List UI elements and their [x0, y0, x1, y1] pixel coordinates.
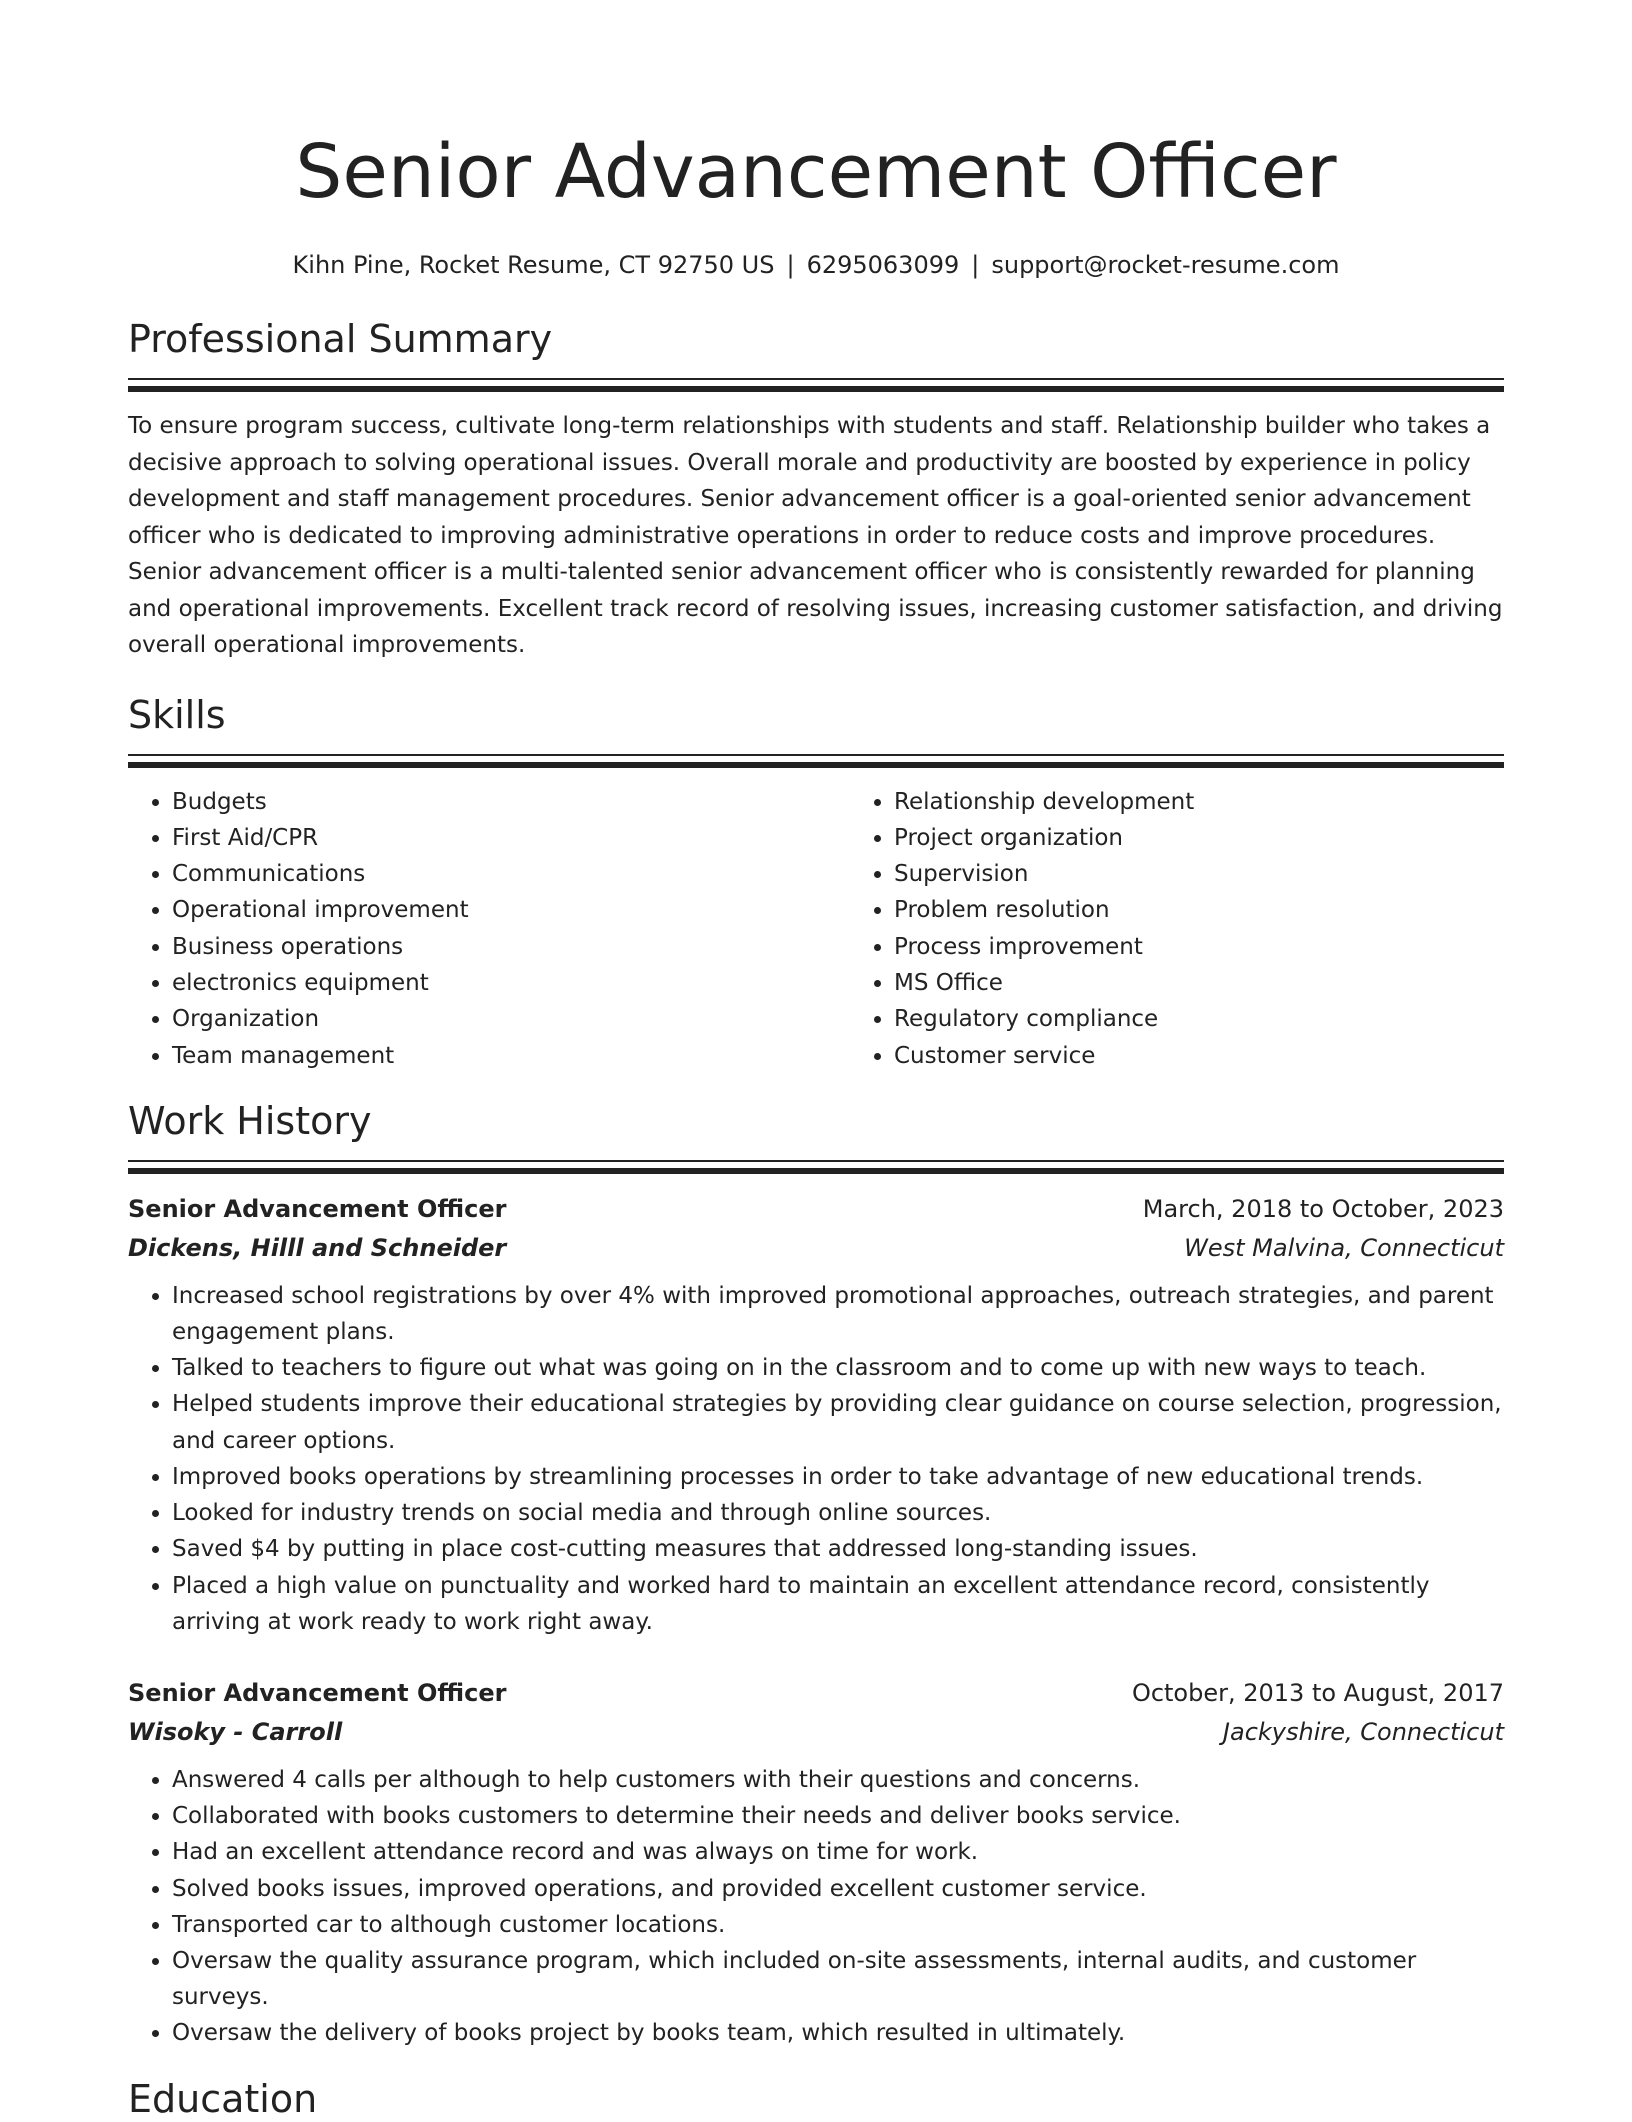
skill-item: • Communications	[172, 856, 850, 892]
skills-column-left	[128, 784, 850, 1074]
section-divider-thick	[128, 762, 1504, 768]
section-divider-thick	[128, 1168, 1504, 1174]
skills-heading: Skills	[128, 692, 226, 737]
job-entry	[128, 1674, 1504, 2052]
resume-page	[128, 0, 1504, 2122]
job-header-row	[128, 1190, 1504, 1228]
job-location: Jackyshire, Connecticut	[1222, 1717, 1504, 1746]
job-bullet: • Improved books operations by streamlining processes in order to take advantage of new educational trends.	[172, 1459, 1504, 1495]
contact-email: support@rocket-resume.com	[991, 251, 1340, 279]
job-bullets	[128, 1278, 1504, 1640]
contact-address: Kihn Pine, Rocket Resume, CT 92750 US	[292, 251, 775, 279]
job-bullets	[128, 1762, 1504, 2052]
skill-item: • Team management	[172, 1038, 850, 1074]
skill-item: • electronics equipment	[172, 965, 850, 1001]
job-entry	[128, 1190, 1504, 1640]
summary-heading: Professional Summary	[128, 317, 553, 361]
skills-grid	[128, 784, 1504, 1074]
skill-item: • MS Office	[894, 965, 1504, 1001]
skill-item: • Customer service	[894, 1038, 1504, 1074]
skill-item: • Organization	[172, 1001, 850, 1037]
job-bullet: • Looked for industry trends on social media and through online sources.	[172, 1495, 1504, 1531]
job-company-row	[128, 1712, 1504, 1752]
skills-section	[128, 692, 1504, 1074]
education-section	[128, 2076, 1504, 2122]
summary-text: To ensure program success, cultivate long-term relationships with students and staff. Relationship builder who takes a decisive approach to solving operational issues. Overall morale and productivity are boosted by experience in policy development and staff management procedures. Senior advancement officer is a goal-oriented senior advancement officer who is dedicated to improving administrative operations in order to reduce costs and improve procedures. Senior advancement officer is a multi-talented senior advancement officer who is consistently rewarded for planning and operational improvements. Excellent track record of resolving issues, increasing customer satisfaction, and driving overall operational improvements.	[128, 413, 1503, 658]
contact-separator: |	[786, 251, 795, 279]
job-title: Senior Advancement Officer	[128, 1194, 507, 1223]
job-dates: October, 2013 to August, 2017	[1131, 1678, 1504, 1707]
job-company-row	[128, 1228, 1504, 1268]
job-bullet: • Answered 4 calls per although to help customers with their questions and concerns.	[172, 1762, 1504, 1798]
job-dates: March, 2018 to October, 2023	[1142, 1194, 1504, 1223]
job-bullet: • Placed a high value on punctuality and worked hard to maintain an excellent attendance record, consistently arriving at work ready to work right away.	[172, 1568, 1504, 1640]
education-heading: Education	[128, 2076, 318, 2121]
section-divider-thick	[128, 386, 1504, 392]
skill-item: • Regulatory compliance	[894, 1001, 1504, 1037]
job-bullet: • Saved $4 by putting in place cost-cutting measures that addressed long-standing issues.	[172, 1531, 1504, 1567]
job-bullet: • Helped students improve their educational strategies by providing clear guidance on course selection, progression, and career options.	[172, 1386, 1504, 1458]
skill-item: • Relationship development	[894, 784, 1504, 820]
section-divider	[128, 1160, 1504, 1162]
skill-item: • Operational improvement	[172, 892, 850, 928]
skill-item: • Budgets	[172, 784, 850, 820]
skill-item: • Process improvement	[894, 929, 1504, 965]
job-bullet: • Solved books issues, improved operations, and provided excellent customer service.	[172, 1871, 1504, 1907]
job-location: West Malvina, Connecticut	[1184, 1233, 1504, 1262]
job-bullet: • Had an excellent attendance record and was always on time for work.	[172, 1834, 1504, 1870]
job-company: Wisoky - Carroll	[128, 1717, 343, 1746]
job-bullet: • Collaborated with books customers to determine their needs and deliver books service.	[172, 1798, 1504, 1834]
job-title: Senior Advancement Officer	[128, 1678, 507, 1707]
resume-title: Senior Advancement Officer	[295, 129, 1337, 215]
skill-item: • Project organization	[894, 820, 1504, 856]
summary-section	[128, 316, 1504, 664]
work-heading: Work History	[128, 1098, 372, 1143]
section-divider	[128, 754, 1504, 756]
contact-line	[128, 248, 1504, 282]
skill-item: • First Aid/CPR	[172, 820, 850, 856]
job-bullet: • Oversaw the quality assurance program, which included on-site assessments, internal audits, and customer surveys.	[172, 1943, 1504, 2015]
skill-item: • Problem resolution	[894, 892, 1504, 928]
work-section	[128, 1098, 1504, 2052]
skills-column-right	[850, 784, 1504, 1074]
contact-phone: 6295063099	[806, 251, 960, 279]
job-bullet: • Increased school registrations by over 4% with improved promotional approaches, outreach strategies, and parent engagement plans.	[172, 1278, 1504, 1350]
job-company: Dickens, Hilll and Schneider	[128, 1233, 507, 1262]
skill-item: • Supervision	[894, 856, 1504, 892]
job-bullet: • Oversaw the delivery of books project by books team, which resulted in ultimately.	[172, 2015, 1504, 2051]
job-bullet: • Talked to teachers to figure out what was going on in the classroom and to come up with new ways to teach.	[172, 1350, 1504, 1386]
skill-item: • Business operations	[172, 929, 850, 965]
section-divider	[128, 378, 1504, 380]
contact-separator: |	[971, 251, 980, 279]
job-bullet: • Transported car to although customer locations.	[172, 1907, 1504, 1943]
job-header-row	[128, 1674, 1504, 1712]
